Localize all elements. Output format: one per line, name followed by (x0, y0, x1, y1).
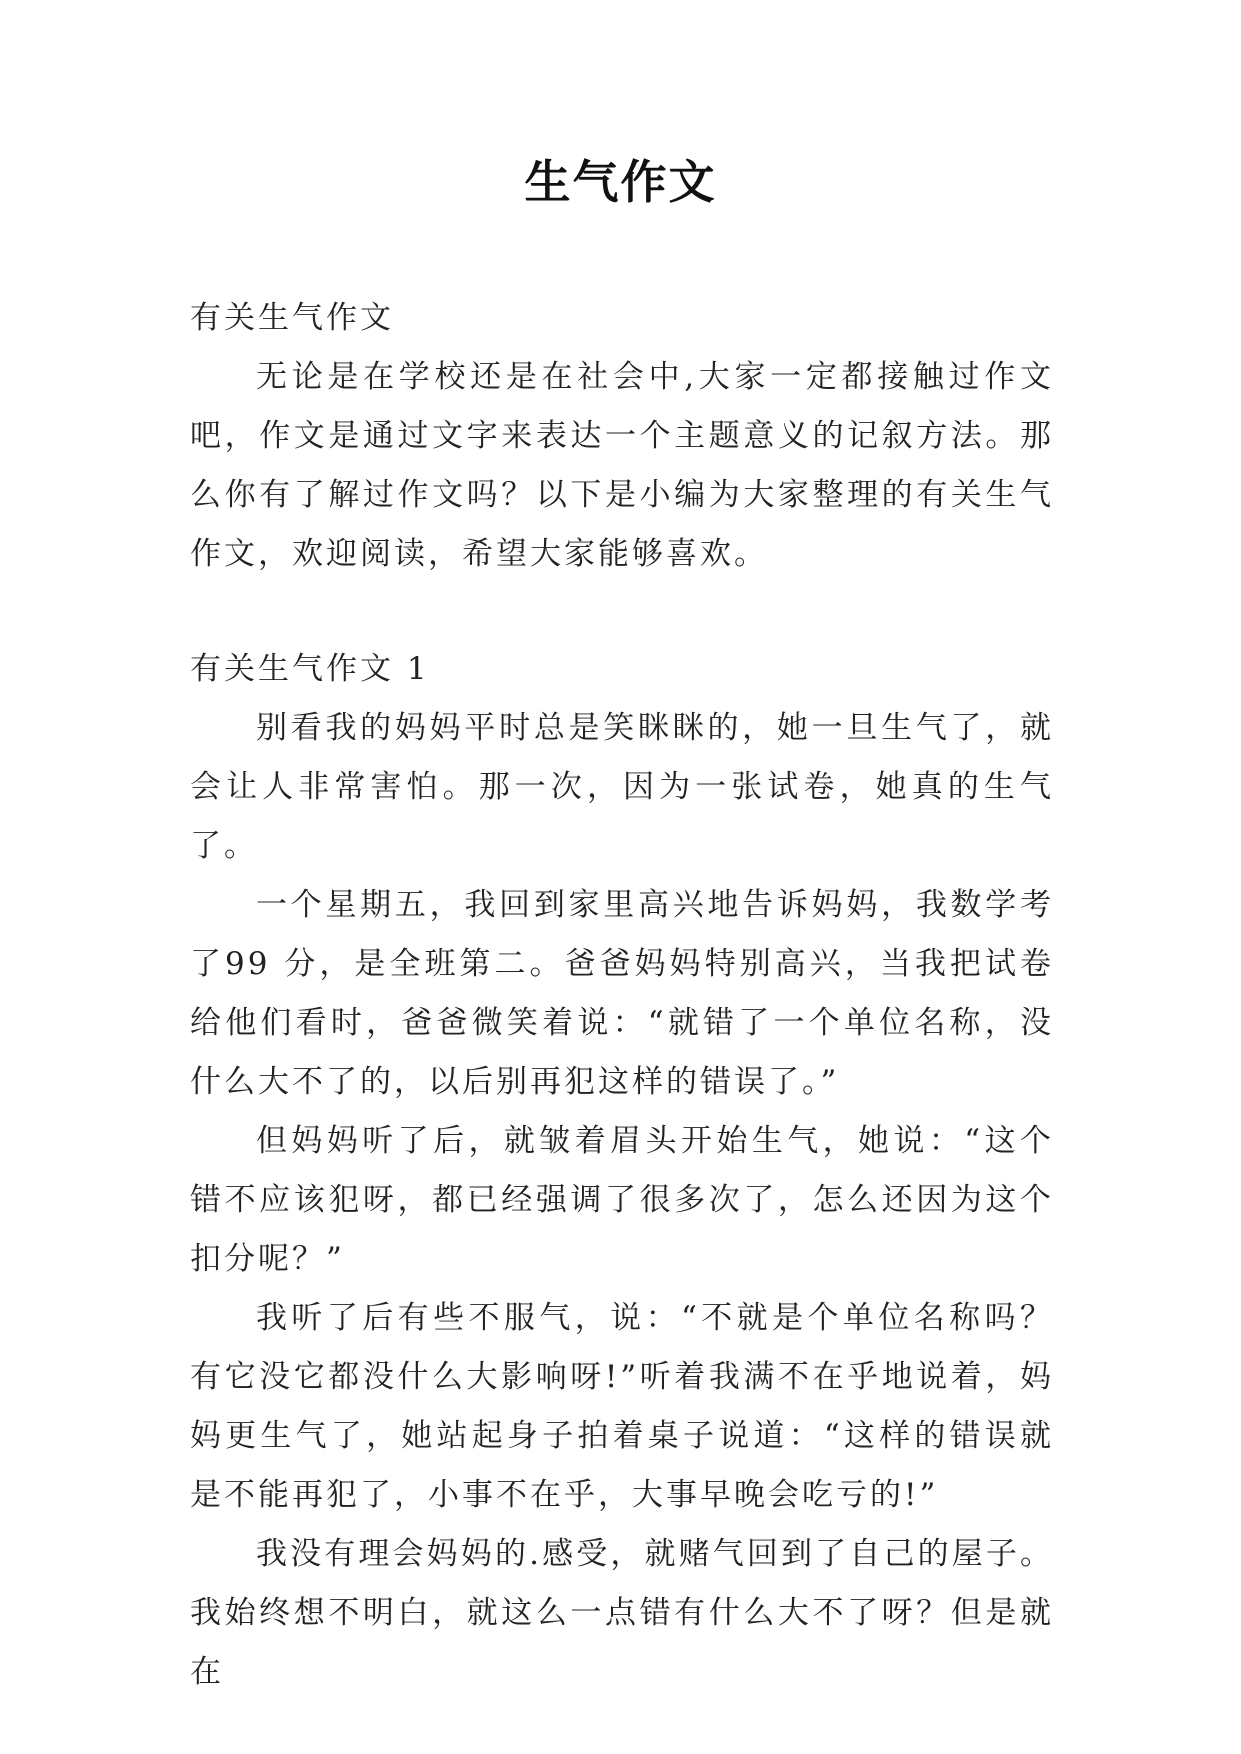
essay-1-paragraph: 一个星期五，我回到家里高兴地告诉妈妈，我数学考了99 分，是全班第二。爸爸妈妈特别高兴，当我把试卷给他们看时，爸爸微笑着说：“就错了一个单位名称，没什么大不了的，以后别再犯这样的错误了。” (190, 887, 1054, 1100)
intro-paragraph: 无论是在学校还是在社会中,大家一定都接触过作文吧，作文是通过文字来表达一个主题意义的记叙方法。那么你有了解过作文吗？以下是小编为大家整理的有关生气作文，欢迎阅读，希望大家能够喜欢。 (190, 359, 1054, 572)
essay-1-paragraph: 我听了后有些不服气，说：“不就是个单位名称吗？有它没它都没什么大影响呀!”听着我满不在乎地说着，妈妈更生气了，她站起身子拍着桌子说道：“这样的错误就是不能再犯了，小事不在乎，大事早晚会吃亏的!” (190, 1300, 1054, 1513)
intro-section (190, 289, 1054, 584)
document-title: 生气作文 (524, 155, 717, 209)
intro-heading: 有关生气作文 (190, 300, 394, 336)
essay-1-paragraph: 但妈妈听了后，就皱着眉头开始生气，她说：“这个错不应该犯呀，都已经强调了很多次了，怎么还因为这个扣分呢？” (190, 1123, 1054, 1277)
essay-1-paragraph: 我没有理会妈妈的.感受，就赌气回到了自己的屋子。我始终想不明白，就这么一点错有什么大不了呀？但是就在 (190, 1536, 1054, 1690)
essay-1-heading: 有关生气作文 1 (190, 651, 430, 687)
essay-1-section (190, 640, 1054, 1702)
essay-1-paragraph: 别看我的妈妈平时总是笑眯眯的，她一旦生气了，就会让人非常害怕。那一次，因为一张试卷，她真的生气了。 (190, 710, 1054, 864)
